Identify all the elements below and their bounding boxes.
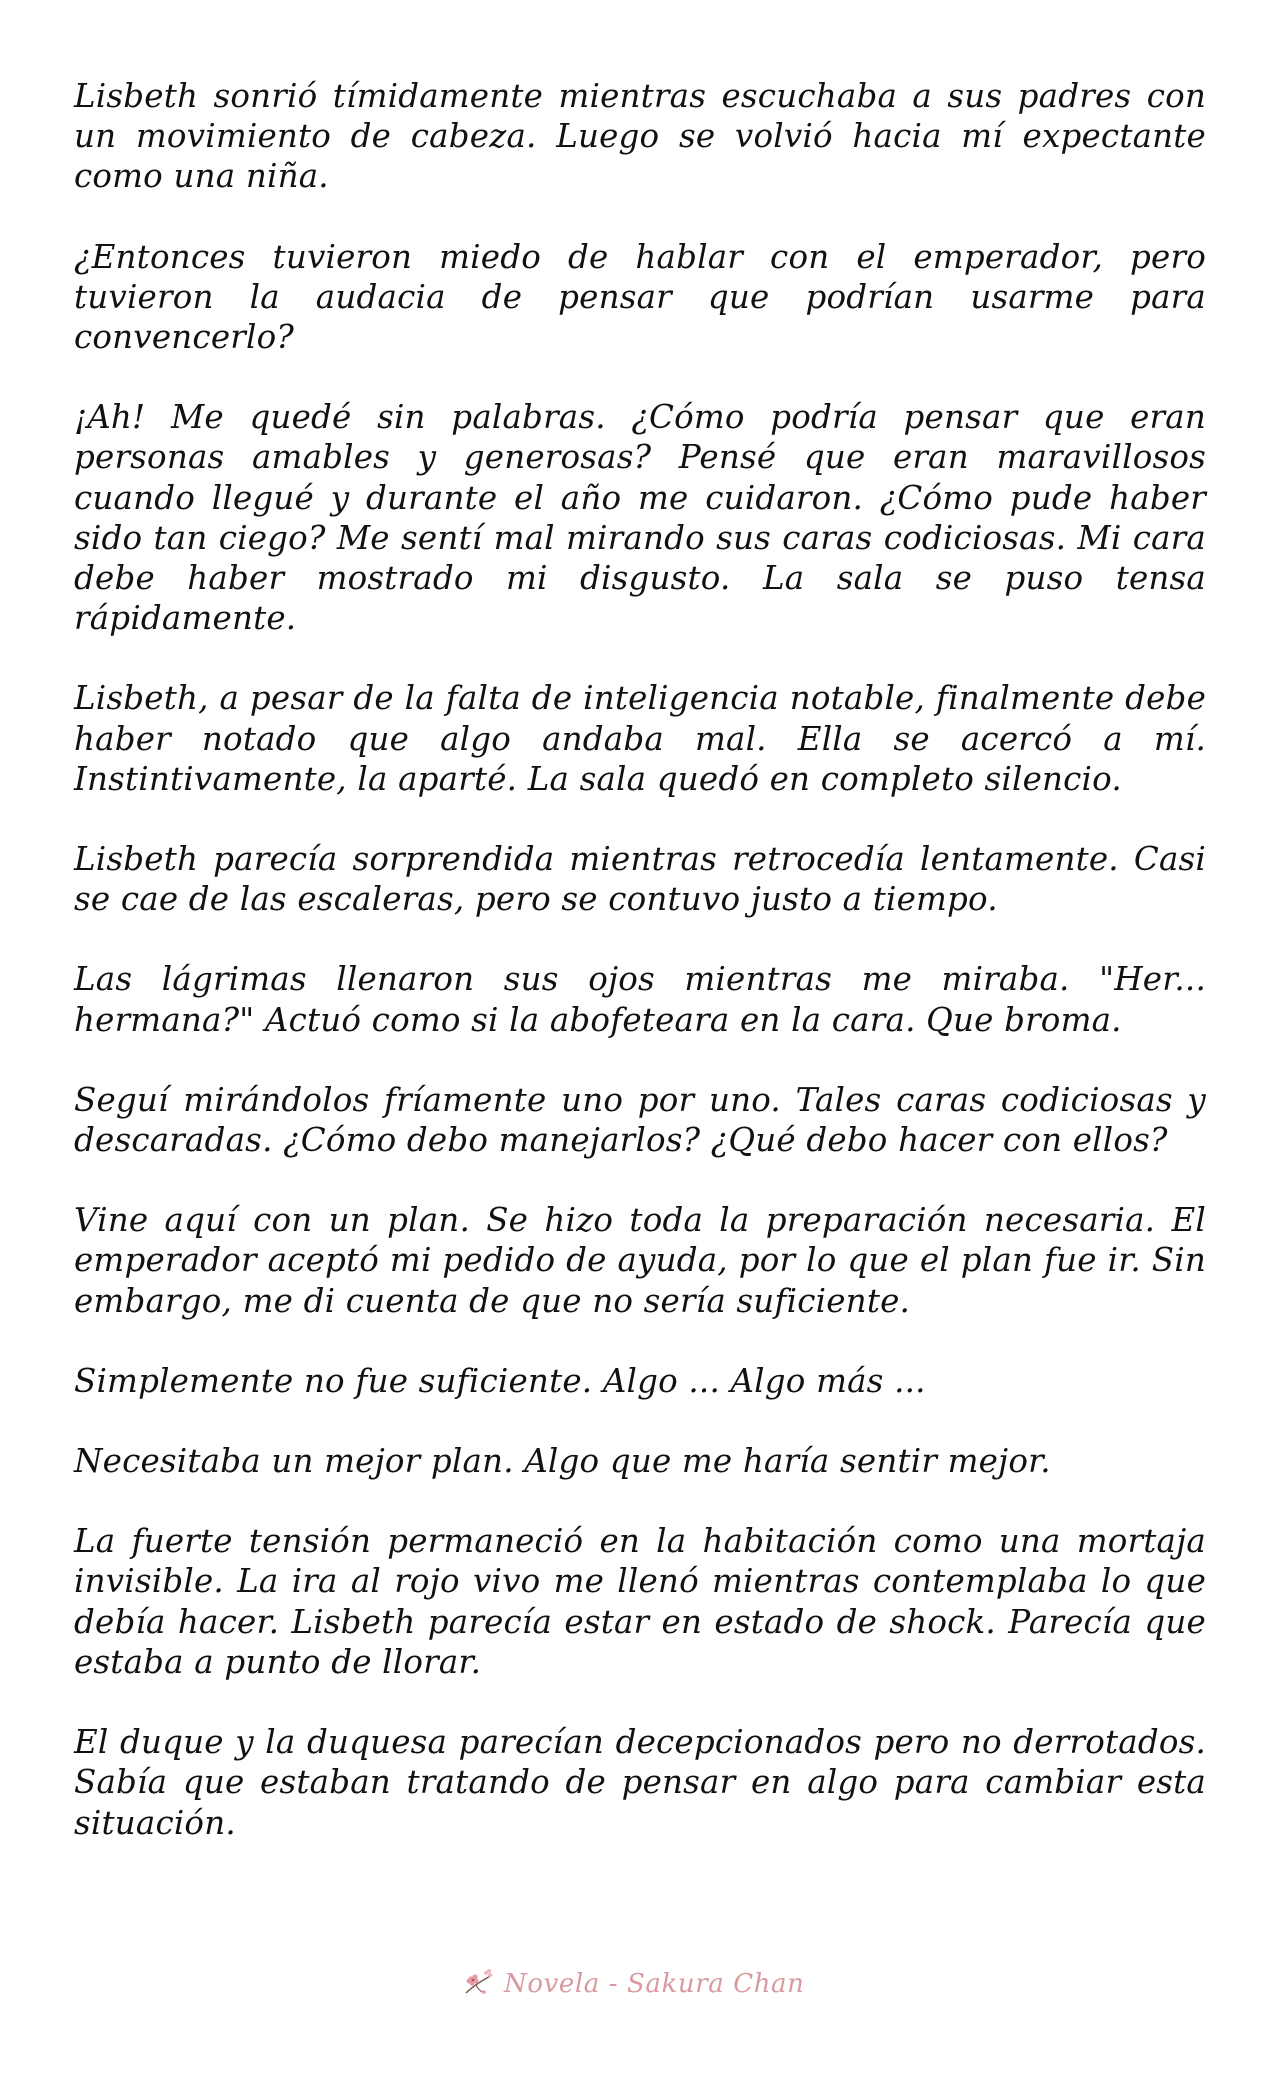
paragraph: ¿Entonces tuvieron miedo de hablar con el emperador, pero tuvieron la audacia de pensar que podrían usarme para convencerlo? [74, 237, 1206, 357]
sakura-branch-icon [462, 1967, 496, 2001]
paragraph: Lisbeth, a pesar de la falta de inteligencia notable, finalmente debe haber notado que algo andaba mal. Ella se acercó a mí. Instintivamente, la aparté. La sala quedó en completo silencio. [74, 679, 1206, 798]
paragraph: Lisbeth parecía sorprendida mientras retrocedía lentamente. Casi se cae de las escaleras, pero se contuvo justo a tiempo. [74, 840, 1206, 919]
paragraph: Vine aquí con un plan. Se hizo toda la preparación necesaria. El emperador aceptó mi pedido de ayuda, por lo que el plan fue ir. Sin embargo, me di cuenta de que no sería suficiente. [74, 1201, 1206, 1320]
chapter-text [74, 76, 1206, 1883]
paragraph: El duque y la duquesa parecían decepcionados pero no derrotados. Sabía que estaban tratando de pensar en algo para cambiar esta situación. [74, 1723, 1206, 1842]
watermark [462, 1964, 805, 2004]
paragraph: Seguí mirándolos fríamente uno por uno. Tales caras codiciosas y descaradas. ¿Cómo debo manejarlos? ¿Qué debo hacer con ellos? [74, 1080, 1206, 1160]
paragraph: Simplemente no fue suficiente. Algo ... Algo más ... [74, 1361, 926, 1400]
paragraph: Lisbeth sonrió tímidamente mientras escuchaba a sus padres con un movimiento de cabeza. Luego se volvió hacia mí expectante como una niña. [74, 77, 1206, 196]
paragraph: Necesitaba un mejor plan. Algo que me haría sentir mejor. [74, 1442, 1051, 1481]
paragraph: Las lágrimas llenaron sus ojos mientras me miraba. "Her... hermana?" Actuó como si la abofeteara en la cara. Que broma. [74, 960, 1206, 1039]
watermark-text: Novela - Sakura Chan [504, 1969, 805, 1999]
paragraph: ¡Ah! Me quedé sin palabras. ¿Cómo podría pensar que eran personas amables y generosas? Pensé que eran maravillosos cuando llegué y durante el año me cuidaron. ¿Cómo pude haber sido tan ciego? Me sentí mal mirando sus caras codiciosas. Mi cara debe haber mostrado mi disgusto. La sala se puso tensa rápidamente. [74, 398, 1206, 638]
paragraph: La fuerte tensión permaneció en la habitación como una mortaja invisible. La ira al rojo vivo me llenó mientras contemplaba lo que debía hacer. Lisbeth parecía estar en estado de shock. Parecía que estaba a punto de llorar. [74, 1522, 1206, 1681]
